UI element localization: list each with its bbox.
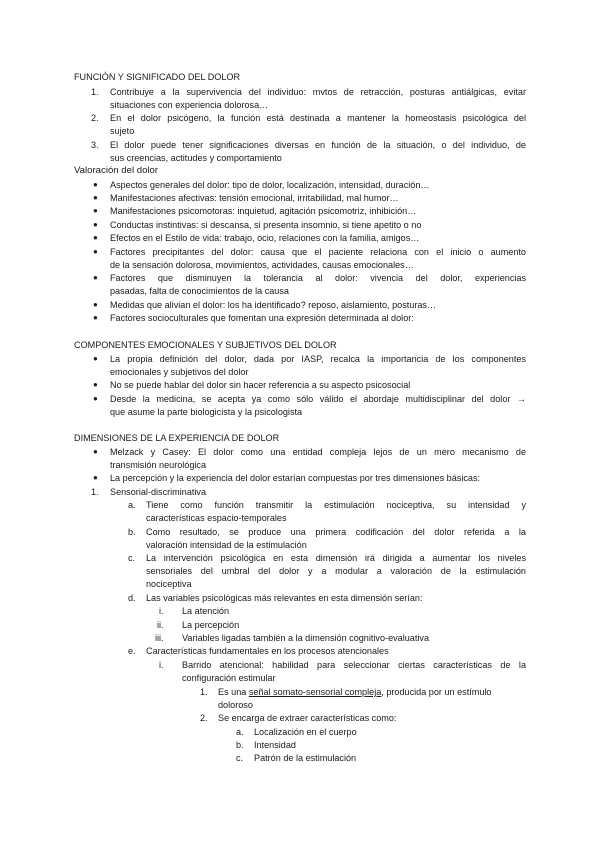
list-item-line: El dolor puede tener significaciones diversas en función de la situación, o del individuo, de <box>110 140 526 150</box>
section-heading-valoracion: Valoración del dolor <box>74 165 159 176</box>
list-marker: c. <box>236 753 244 763</box>
list-marker: b. <box>236 740 244 750</box>
list-item-line: No se puede hablar del dolor sin hacer referencia a su aspecto psicosocial <box>110 380 411 390</box>
list-item-line: sus creencias, actitudes y comportamiento <box>110 153 282 163</box>
list-marker: i. <box>159 660 164 670</box>
underlined-term: señal somato-sensorial compleja <box>248 687 382 697</box>
bullet: ● <box>93 313 98 322</box>
list-item-line: Patrón de la estimulación <box>254 753 357 763</box>
list-marker: 3. <box>91 140 99 150</box>
bullet: ● <box>93 300 98 309</box>
bullet: ● <box>93 447 98 456</box>
list-marker: e. <box>128 646 136 656</box>
list-marker: a. <box>128 500 136 510</box>
list-marker: a. <box>236 727 244 737</box>
list-marker: b. <box>128 527 136 537</box>
list-marker: 1. <box>200 687 208 697</box>
list-marker: i. <box>159 606 164 616</box>
list-item-line: Localización en el cuerpo <box>254 727 357 737</box>
list-item-line: En el dolor psicógeno, la función está destinada a mantener la homeostasis psicológica del <box>110 113 526 123</box>
list-item-line: emocionales y subjetivos del dolor <box>110 367 249 377</box>
subsection-title: Sensorial-discriminativa <box>110 487 207 497</box>
list-item-line: nociceptiva <box>146 579 192 589</box>
list-item-line: Manifestaciones afectivas: tensión emocional, irritabilidad, mal humor… <box>110 193 399 203</box>
list-marker: ii. <box>157 620 164 630</box>
list-item-line: Contribuye a la supervivencia del individuo: mvtos de retracción, posturas antiálgicas, evitar <box>110 87 526 97</box>
bullet: ● <box>93 220 98 229</box>
list-item-line: Medidas que alivian el dolor: los ha identificado? reposo, aislamiento, posturas… <box>110 300 437 310</box>
list-item-line: La propia definición del dolor, dada por IASP, recalca la importancia de los componentes <box>110 354 526 364</box>
bullet: ● <box>93 354 98 363</box>
bullet: ● <box>93 394 98 403</box>
bullet: ● <box>93 247 98 256</box>
bullet: ● <box>93 233 98 242</box>
list-item-line: La percepción <box>182 620 240 630</box>
list-item-line: valoración intensidad de la estimulación <box>146 540 307 550</box>
list-item-line: Efectos en el Estilo de vida: trabajo, ocio, relaciones con la familia, amigos… <box>110 233 420 243</box>
bullet: ● <box>93 273 98 282</box>
list-item-line: La atención <box>182 606 230 616</box>
list-item-line: transmisión neurológica <box>110 460 207 470</box>
list-item-line: Las variables psicológicas más relevantes en esta dimensión serían: <box>146 593 423 603</box>
bullet: ● <box>93 180 98 189</box>
list-item-line: Manifestaciones psicomotoras: inquietud, agitación psicomotriz, inhibición… <box>110 206 417 216</box>
section-heading-componentes: COMPONENTES EMOCIONALES Y SUBJETIVOS DEL DOLOR <box>74 340 337 350</box>
list-item-line: La percepción y la experiencia del dolor estarían compuestas por tres dimensiones básicas: <box>110 473 481 483</box>
bullet: ● <box>93 193 98 202</box>
list-item-line: Factores socioculturales que fomentan una expresión determinada al dolor: <box>110 313 414 323</box>
list-marker: iii. <box>155 633 164 643</box>
list-item-line: Aspectos generales del dolor: tipo de dolor, localización, intensidad, duración… <box>110 180 430 190</box>
section-heading-funcion: FUNCIÓN Y SIGNIFICADO DEL DOLOR <box>74 72 241 82</box>
list-item-line: Conductas instintivas: si descansa, si presenta insomnio, si tiene apetito o no <box>110 220 422 230</box>
list-item-line: Características fundamentales en los procesos atencionales <box>146 646 389 656</box>
list-item-line: Melzack y Casey: El dolor como una entidad compleja lejos de un mero mecanismo de <box>110 447 526 457</box>
list-item-line: de la sensación dolorosa, movimientos, actividades, causas emocionales… <box>110 260 414 270</box>
list-item-line: sujeto <box>110 126 135 136</box>
list-item-line: que asume la parte biologicista y la psicologista <box>110 407 303 417</box>
list-marker: 1. <box>91 487 99 497</box>
bullet: ● <box>93 206 98 215</box>
list-item-line: doloroso <box>218 700 253 710</box>
list-item-line: La intervención psicológica en esta dimensión irá dirigida a aumentar los niveles <box>146 553 526 563</box>
text-run: Es una <box>218 687 249 697</box>
section-heading-dimensiones: DIMENSIONES DE LA EXPERIENCIA DE DOLOR <box>74 433 280 443</box>
list-marker: 2. <box>200 713 208 723</box>
text-run: , producida por un estímulo <box>381 687 492 697</box>
list-marker: c. <box>128 553 136 563</box>
list-item-line: Tiene como función transmitir la estimulación nociceptiva, su intensidad y <box>146 500 526 510</box>
list-marker: 1. <box>91 87 99 97</box>
list-item-line: Desde la medicina, se acepta ya como sólo válido el abordaje multidisciplinar del dolor → <box>110 394 526 404</box>
list-item-line: Se encarga de extraer características como: <box>218 713 397 723</box>
list-item-line <box>218 686 491 698</box>
list-item-line: Variables ligadas también a la dimensión cognitivo-evaluativa <box>182 633 430 643</box>
list-item-line: sensoriales del umbral del dolor y a modular a valoración de la estimulación <box>146 566 526 576</box>
list-item-line: Factores precipitantes del dolor: causa que el paciente relaciona con el inicio o aumento <box>110 247 526 257</box>
list-marker: 2. <box>91 113 99 123</box>
list-item-line: Como resultado, se produce una primera codificación del dolor referida a la <box>146 527 526 537</box>
list-marker: d. <box>128 593 136 603</box>
bullet: ● <box>93 473 98 482</box>
list-item-line: características espacio-temporales <box>146 513 287 523</box>
list-item-line: configuración estimular <box>182 673 276 683</box>
list-item-line: situaciones con experiencia dolorosa… <box>110 100 269 110</box>
list-item-line: Factores que disminuyen la tolerancia al dolor: vivencia del dolor, experiencias <box>110 273 526 283</box>
list-item-line: Intensidad <box>254 740 296 750</box>
bullet: ● <box>93 380 98 389</box>
list-item-line: Barrido atencional: habilidad para seleccionar ciertas características de la <box>182 660 526 670</box>
list-item-line: pasadas, falta de conocimientos de la causa <box>110 286 289 296</box>
